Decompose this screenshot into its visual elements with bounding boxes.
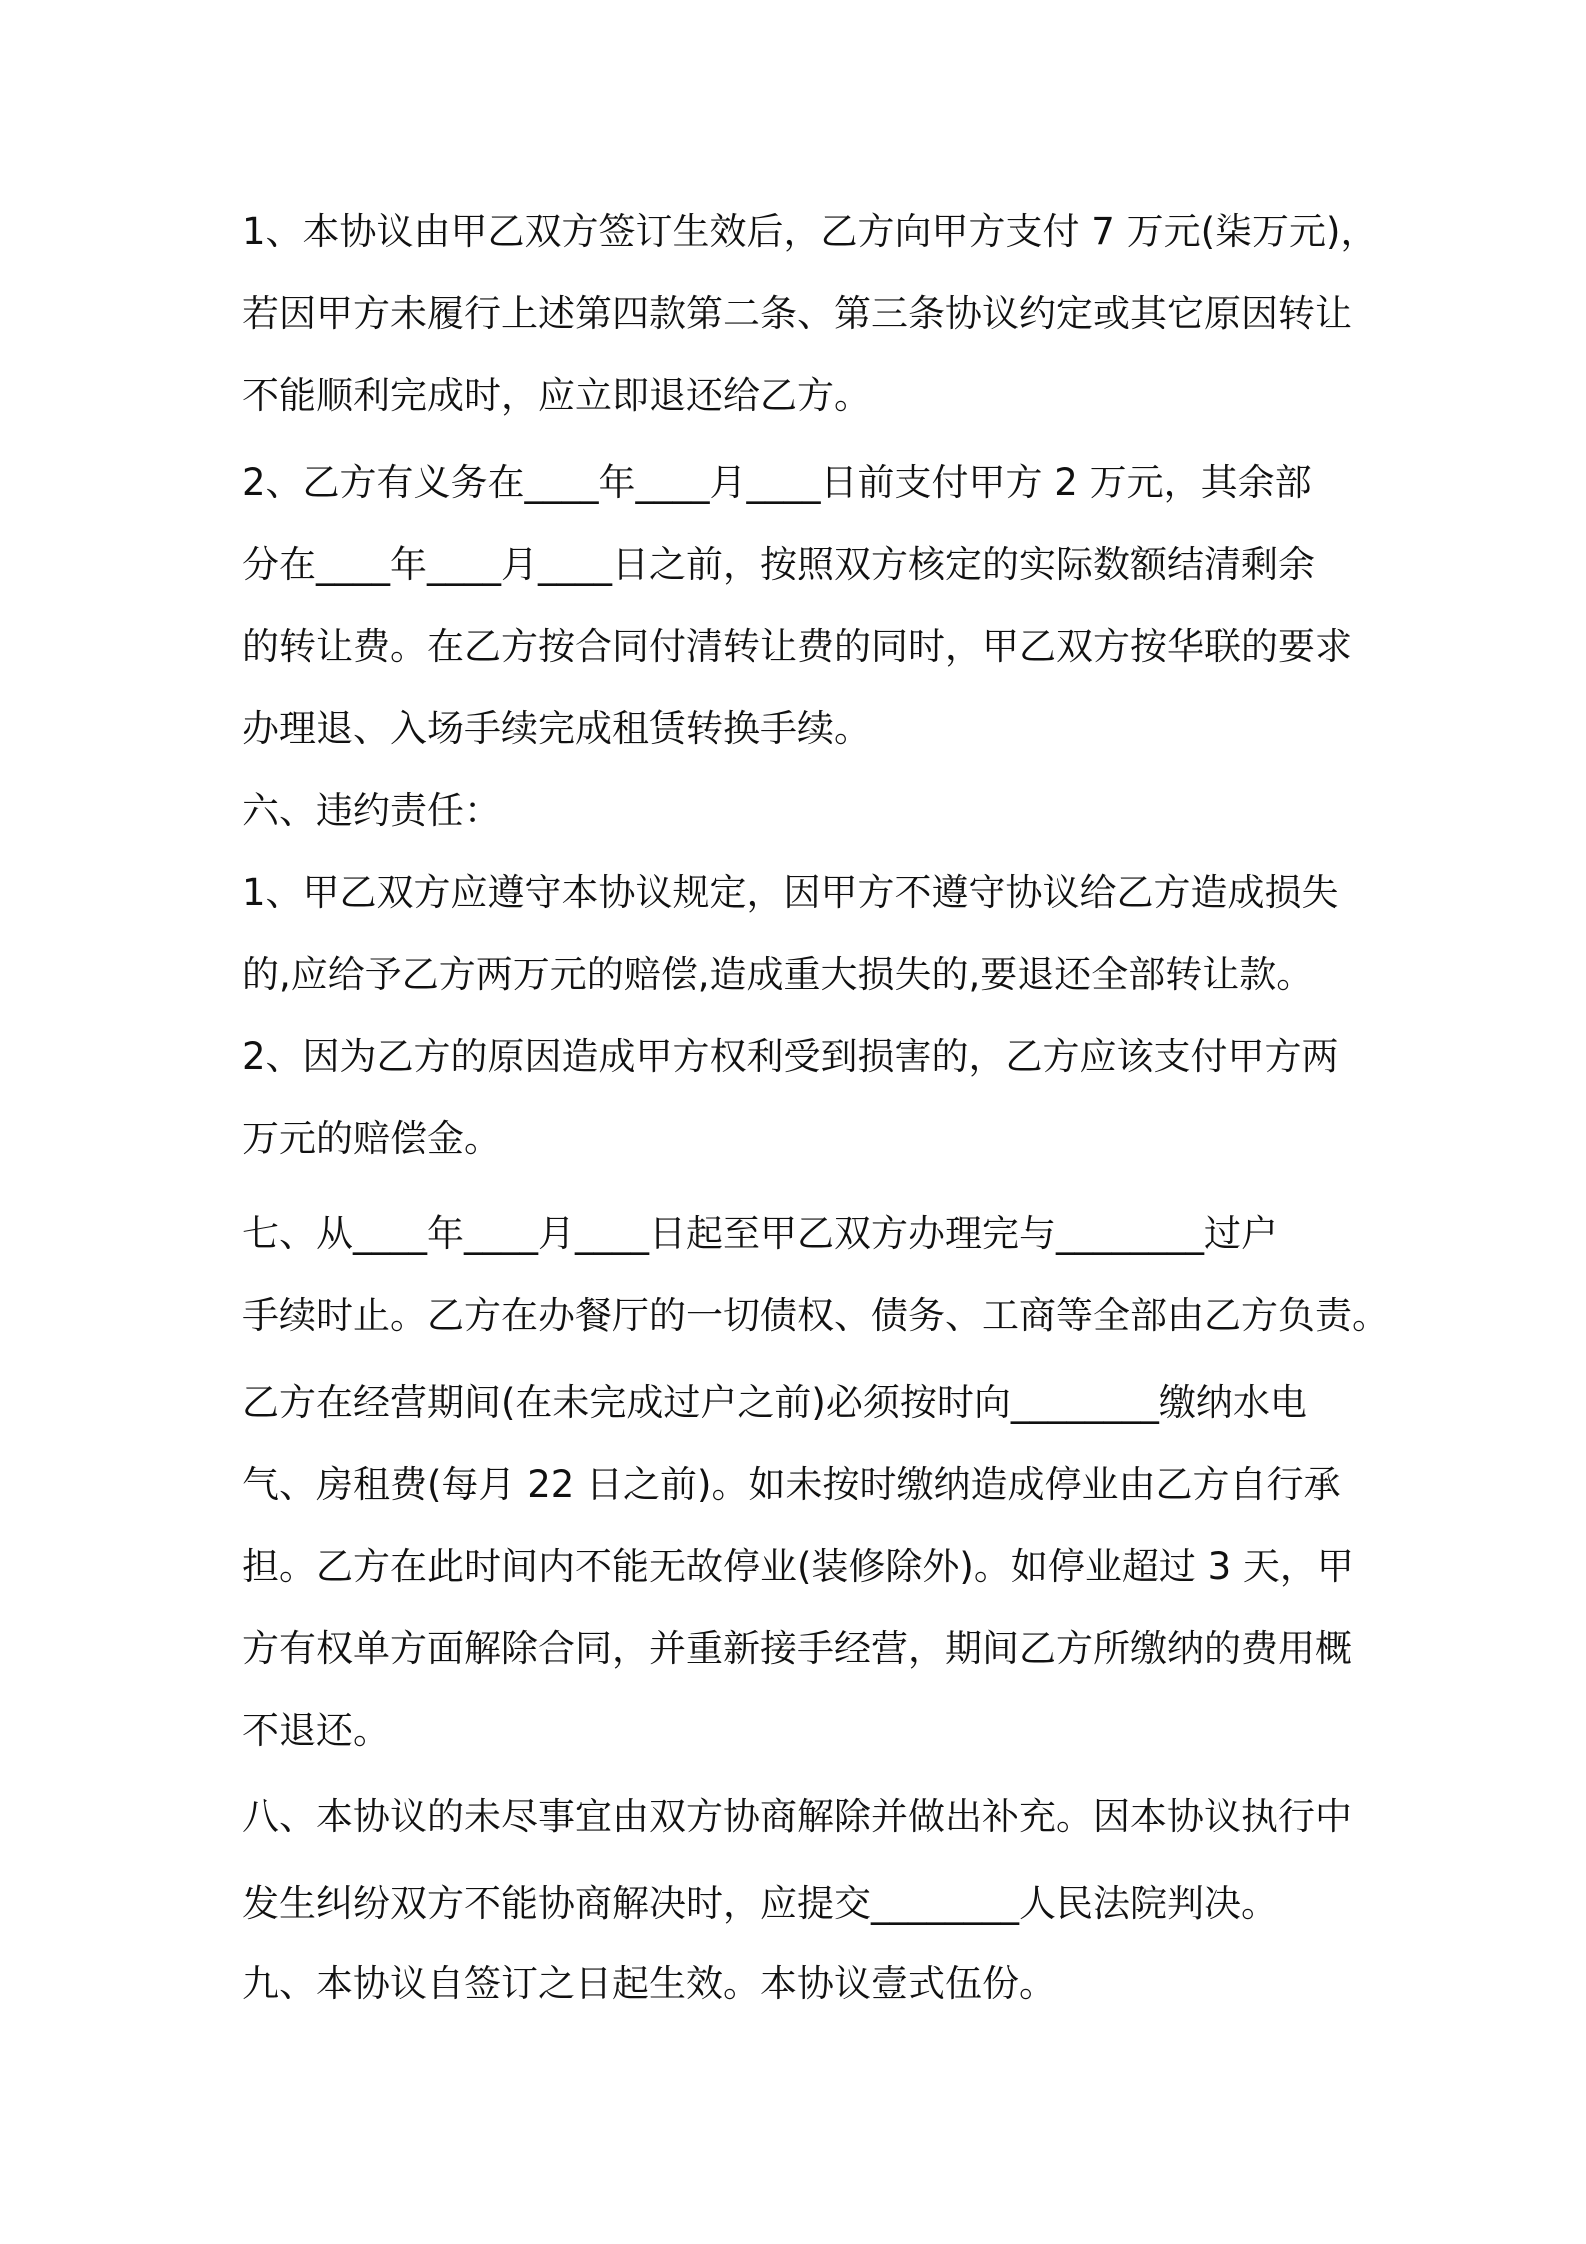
text-line: 不能顺利完成时，应立即退还给乙方。: [242, 374, 871, 417]
text-line: 不退还。: [242, 1709, 390, 1752]
text-line: 2、乙方有义务在____年____月____日前支付甲方 2 万元，其余部: [242, 461, 1312, 504]
text-line: 1、甲乙双方应遵守本协议规定，因甲方不遵守协议给乙方造成损失: [242, 871, 1339, 914]
text-line: 2、因为乙方的原因造成甲方权利受到损害的，乙方应该支付甲方两: [242, 1035, 1339, 1078]
text-line: 方有权单方面解除合同，并重新接手经营，期间乙方所缴纳的费用概: [242, 1627, 1352, 1670]
text-line: 的,应给予乙方两万元的赔偿,造成重大损失的,要退还全部转让款。: [242, 953, 1314, 996]
text-line: 若因甲方未履行上述第四款第二条、第三条协议约定或其它原因转让: [242, 292, 1352, 335]
text-line: 九、本协议自签订之日起生效。本协议壹式伍份。: [242, 1962, 1056, 2005]
text-line: 七、从____年____月____日起至甲乙双方办理完与________过户: [242, 1212, 1278, 1255]
text-line: 气、房租费(每月 22 日之前)。如未按时缴纳造成停业由乙方自行承: [242, 1463, 1341, 1506]
text-line: 1、本协议由甲乙双方签订生效后，乙方向甲方支付 7 万元(柒万元)，: [242, 210, 1378, 253]
text-line: 发生纠纷双方不能协商解决时，应提交________人民法院判决。: [242, 1882, 1278, 1925]
section-heading: 六、违约责任：: [242, 789, 501, 832]
text-line: 分在____年____月____日之前，按照双方核定的实际数额结清剩余: [242, 543, 1315, 586]
text-line: 万元的赔偿金。: [242, 1117, 501, 1160]
text-line: 乙方在经营期间(在未完成过户之前)必须按时向________缴纳水电: [242, 1381, 1307, 1424]
text-line: 办理退、入场手续完成租赁转换手续。: [242, 707, 871, 750]
text-line: 担。乙方在此时间内不能无故停业(装修除外)。如停业超过 3 天，甲: [242, 1545, 1354, 1588]
text-line: 手续时止。乙方在办餐厅的一切债权、债务、工商等全部由乙方负责。: [242, 1294, 1389, 1337]
text-line: 的转让费。在乙方按合同付清转让费的同时，甲乙双方按华联的要求: [242, 625, 1352, 668]
text-line: 八、本协议的未尽事宜由双方协商解除并做出补充。因本协议执行中: [242, 1795, 1352, 1838]
